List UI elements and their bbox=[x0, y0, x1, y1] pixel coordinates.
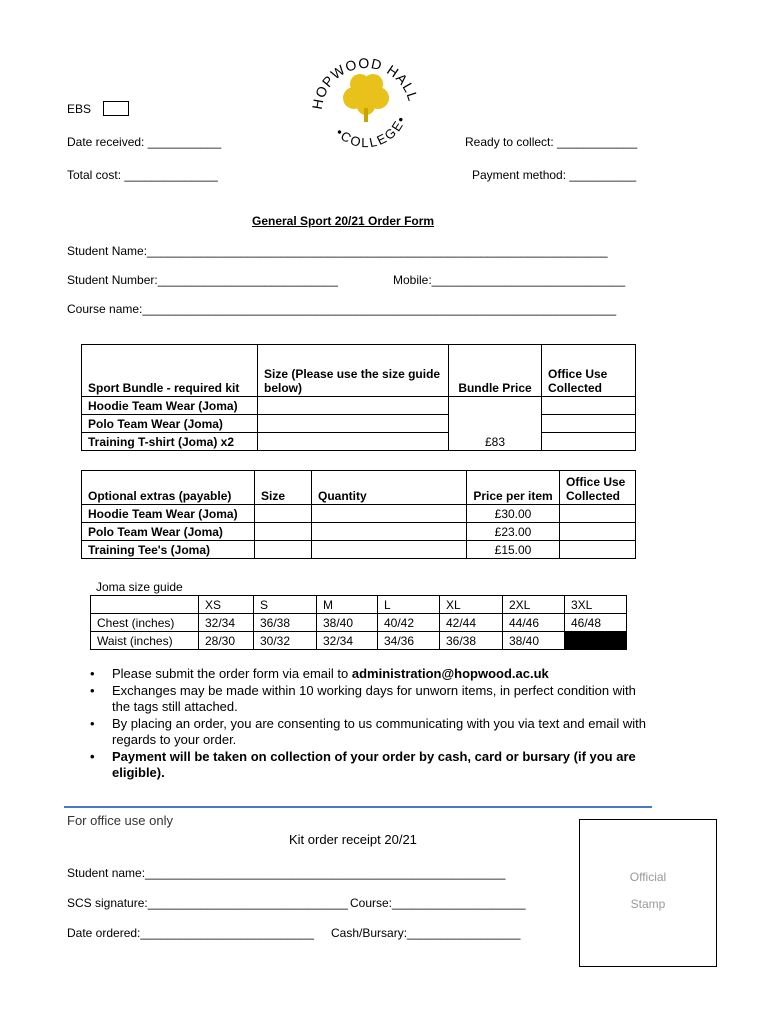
logo-tree-icon bbox=[300, 50, 432, 150]
extras-header-item: Optional extras (payable) bbox=[82, 471, 255, 505]
svg-text:HOPWOOD HALL: HOPWOOD HALL bbox=[308, 54, 422, 111]
bundle-size-input[interactable] bbox=[258, 415, 449, 433]
email-link[interactable]: administration@hopwood.ac.uk bbox=[351, 666, 549, 681]
student-number-field[interactable]: Student Number:___________________________ bbox=[67, 273, 338, 287]
chest-value: 36/38 bbox=[254, 614, 317, 632]
ready-to-collect-field[interactable]: Ready to collect: ____________ bbox=[465, 135, 638, 149]
svg-text:•COLLEGE•: •COLLEGE• bbox=[332, 112, 410, 150]
receipt-student-name-field[interactable]: Student name:______________________________________________________ bbox=[67, 866, 506, 880]
ebs-checkbox[interactable] bbox=[103, 101, 129, 116]
course-name-field[interactable]: Course name:_______________________________________________________________________ bbox=[67, 302, 617, 316]
chest-value: 32/34 bbox=[199, 614, 254, 632]
payment-method-field[interactable]: Payment method: __________ bbox=[472, 168, 637, 182]
extras-price: £23.00 bbox=[467, 523, 560, 541]
waist-value: 30/32 bbox=[254, 632, 317, 650]
office-divider bbox=[64, 806, 652, 808]
extras-price: £15.00 bbox=[467, 541, 560, 559]
stamp-text-official: Official bbox=[629, 870, 667, 884]
extras-header-quantity: Quantity bbox=[312, 471, 467, 505]
size-2xl: 2XL bbox=[503, 596, 565, 614]
date-received-field[interactable]: Date received: ___________ bbox=[67, 135, 222, 149]
scs-signature-field[interactable]: SCS signature:______________________________ bbox=[67, 896, 348, 910]
student-name-field[interactable]: Student Name:_____________________________________________________________________ bbox=[67, 244, 608, 258]
office-use-label: For office use only bbox=[67, 813, 173, 828]
chest-label: Chest (inches) bbox=[91, 614, 199, 632]
extras-header-office: Office Use Collected bbox=[560, 471, 636, 505]
size-xl: XL bbox=[440, 596, 503, 614]
waist-value: 36/38 bbox=[440, 632, 503, 650]
order-notes bbox=[88, 666, 648, 782]
extras-row-polo: Polo Team Wear (Joma) bbox=[82, 523, 255, 541]
chest-value: 42/44 bbox=[440, 614, 503, 632]
waist-value: 28/30 bbox=[199, 632, 254, 650]
bundle-row-tshirt: Training T-shirt (Joma) x2 bbox=[82, 433, 258, 451]
size-l: L bbox=[378, 596, 440, 614]
extras-size-input[interactable] bbox=[255, 523, 312, 541]
bundle-row-hoodie: Hoodie Team Wear (Joma) bbox=[82, 397, 258, 415]
note-payment: • Payment will be taken on collection of your order by cash, card or bursary (if you are eligible). bbox=[88, 749, 648, 781]
extras-office-cell[interactable] bbox=[560, 505, 636, 523]
stamp-text-stamp: Stamp bbox=[630, 897, 666, 911]
extras-quantity-input[interactable] bbox=[312, 523, 467, 541]
bundle-size-input[interactable] bbox=[258, 397, 449, 415]
chest-value: 38/40 bbox=[317, 614, 378, 632]
extras-price: £30.00 bbox=[467, 505, 560, 523]
note-consent: • By placing an order, you are consenting to us communicating with you via text and email with regards to your order. bbox=[88, 716, 648, 748]
official-stamp-box bbox=[579, 819, 717, 967]
waist-value: 32/34 bbox=[317, 632, 378, 650]
extras-quantity-input[interactable] bbox=[312, 505, 467, 523]
bundle-office-cell[interactable] bbox=[542, 433, 636, 451]
size-guide-caption: Joma size guide bbox=[96, 580, 183, 594]
ebs-label: EBS bbox=[67, 102, 92, 116]
note-email-prefix: Please submit the order form via email to bbox=[112, 666, 352, 681]
note-exchanges: • Exchanges may be made within 10 working days for unworn items, in perfect condition with the tags still attached. bbox=[88, 683, 648, 715]
bundle-header-office: Office Use Collected bbox=[542, 345, 636, 397]
extras-size-input[interactable] bbox=[255, 541, 312, 559]
extras-table bbox=[81, 470, 636, 559]
date-ordered-field[interactable]: Date ordered:__________________________ bbox=[67, 926, 314, 940]
form-title: General Sport 20/21 Order Form bbox=[252, 214, 435, 228]
bundle-header-size: Size (Please use the size guide below) bbox=[258, 345, 449, 397]
bundle-size-input[interactable] bbox=[258, 433, 449, 451]
receipt-title: Kit order receipt 20/21 bbox=[289, 832, 417, 847]
extras-quantity-input[interactable] bbox=[312, 541, 467, 559]
size-3xl: 3XL bbox=[565, 596, 627, 614]
bundle-table bbox=[81, 344, 636, 451]
size-guide-table bbox=[90, 595, 627, 650]
bundle-row-polo: Polo Team Wear (Joma) bbox=[82, 415, 258, 433]
bundle-price: £83 bbox=[449, 397, 542, 451]
size-m: M bbox=[317, 596, 378, 614]
cash-bursary-field[interactable]: Cash/Bursary:_________________ bbox=[331, 926, 521, 940]
extras-size-input[interactable] bbox=[255, 505, 312, 523]
bundle-office-cell[interactable] bbox=[542, 397, 636, 415]
waist-value: 38/40 bbox=[503, 632, 565, 650]
chest-value: 40/42 bbox=[378, 614, 440, 632]
extras-row-tee: Training Tee's (Joma) bbox=[82, 541, 255, 559]
bundle-header-price: Bundle Price bbox=[449, 345, 542, 397]
bundle-office-cell[interactable] bbox=[542, 415, 636, 433]
chest-value: 44/46 bbox=[503, 614, 565, 632]
bundle-header-item: Sport Bundle - required kit bbox=[82, 345, 258, 397]
waist-empty-shaded bbox=[565, 632, 627, 650]
total-cost-field[interactable]: Total cost: ______________ bbox=[67, 168, 218, 182]
chest-value: 46/48 bbox=[565, 614, 627, 632]
extras-office-cell[interactable] bbox=[560, 541, 636, 559]
size-guide-corner bbox=[91, 596, 199, 614]
waist-value: 34/36 bbox=[378, 632, 440, 650]
extras-office-cell[interactable] bbox=[560, 523, 636, 541]
size-s: S bbox=[254, 596, 317, 614]
college-logo bbox=[300, 50, 432, 150]
extras-header-price: Price per item bbox=[467, 471, 560, 505]
note-email bbox=[88, 666, 648, 682]
receipt-course-field[interactable]: Course:____________________ bbox=[350, 896, 526, 910]
extras-header-size: Size bbox=[255, 471, 312, 505]
mobile-field[interactable]: Mobile:_____________________________ bbox=[393, 273, 626, 287]
size-xs: XS bbox=[199, 596, 254, 614]
waist-label: Waist (inches) bbox=[91, 632, 199, 650]
extras-row-hoodie: Hoodie Team Wear (Joma) bbox=[82, 505, 255, 523]
